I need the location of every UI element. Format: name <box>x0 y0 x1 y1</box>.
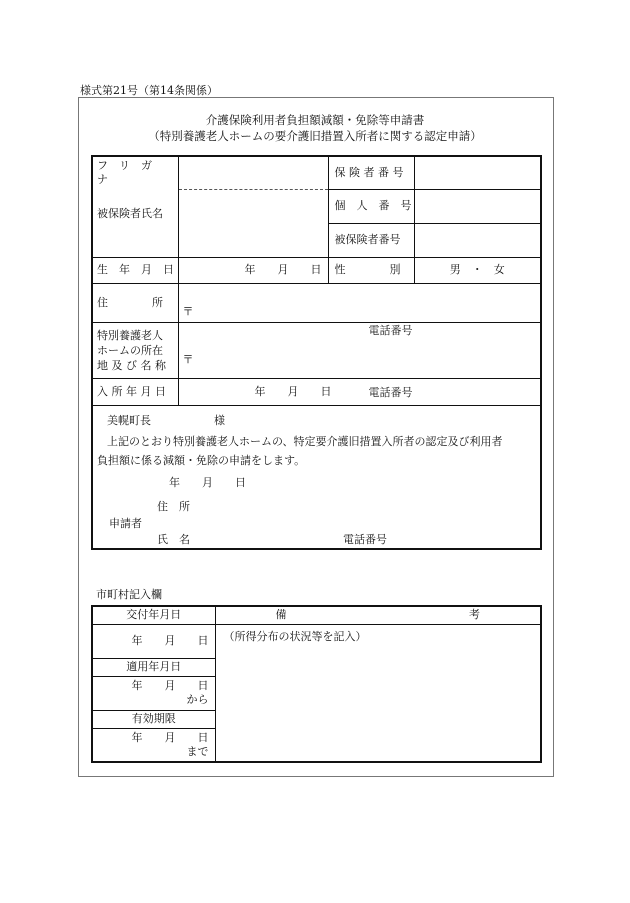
admission-date-field[interactable]: 年 月 日 <box>178 378 541 405</box>
personal-number-field[interactable] <box>414 189 541 223</box>
furigana-label: フ リ ガ ナ <box>92 156 178 189</box>
postal-mark: 〒 <box>182 304 194 318</box>
applicant-phone-label: 電話番号 <box>343 532 387 546</box>
facility-postal-mark: 〒 <box>182 353 194 366</box>
apply-date-field[interactable]: 年 月 日 から <box>92 676 215 710</box>
declaration-line-2: 負担額に係る減額・免除の申請をします。 <box>97 453 306 467</box>
insured-name-label: 被保険者氏名 <box>92 189 178 257</box>
sex-label: 性 別 <box>328 257 414 283</box>
address-label: 住 所 <box>92 283 178 322</box>
application-table <box>91 155 542 550</box>
facility-phone-label: 電話番号 <box>368 386 413 399</box>
furigana-field[interactable] <box>178 156 328 189</box>
insured-number-field[interactable] <box>414 223 541 257</box>
city-entry-table <box>91 605 542 763</box>
facility-label: 特別養護老人 ホームの所在 地 及 び 名 称 <box>92 322 178 378</box>
insured-name-field[interactable] <box>178 189 328 257</box>
applicant-address-label: 住 所 <box>157 499 190 513</box>
valid-until-header: 有効期限 <box>92 710 215 728</box>
insured-number-label: 被保険者番号 <box>328 223 414 257</box>
applicant-label: 申請者 <box>109 516 142 530</box>
form-title: 介護保険利用者負担額減額・免除等申請書 <box>205 113 425 127</box>
address-phone-label: 電話番号 <box>368 323 413 337</box>
remarks-field[interactable]: （所得分布の状況等を記入） <box>215 624 541 762</box>
form-subtitle: （特別養護老人ホームの要介護旧措置入所者に関する認定申請） <box>148 129 482 143</box>
addressee: 美幌町長 <box>107 413 151 427</box>
applicant-name-label: 氏 名 <box>157 532 190 546</box>
application-date[interactable]: 年 月 日 <box>169 475 246 489</box>
sex-field[interactable]: 男 ・ 女 <box>414 257 541 283</box>
birthdate-label: 生 年 月 日 <box>92 257 178 283</box>
apply-date-header: 適用年月日 <box>92 658 215 676</box>
honorific: 様 <box>214 413 225 427</box>
issue-date-header: 交付年月日 <box>92 606 215 624</box>
declaration-line-1: 上記のとおり特別養護老人ホームの、特定要介護旧措置入所者の認定及び利用者 <box>107 434 503 448</box>
form-number: 様式第21号（第14条関係） <box>80 84 218 97</box>
insurer-number-label: 保 険 者 番 号 <box>328 156 414 189</box>
valid-until-field[interactable]: 年 月 日 まで <box>92 728 215 762</box>
remarks-header: 備 考 <box>215 606 541 624</box>
issue-date-field[interactable]: 年 月 日 <box>92 624 215 658</box>
birthdate-field[interactable]: 年 月 日 <box>178 257 328 283</box>
personal-number-label: 個 人 番 号 <box>328 189 414 223</box>
address-field[interactable] <box>178 283 541 337</box>
declaration-block <box>92 405 541 549</box>
admission-date-label: 入 所 年 月 日 <box>92 378 178 405</box>
city-section-heading: 市町村記入欄 <box>96 588 162 601</box>
insurer-number-field[interactable] <box>414 156 541 189</box>
